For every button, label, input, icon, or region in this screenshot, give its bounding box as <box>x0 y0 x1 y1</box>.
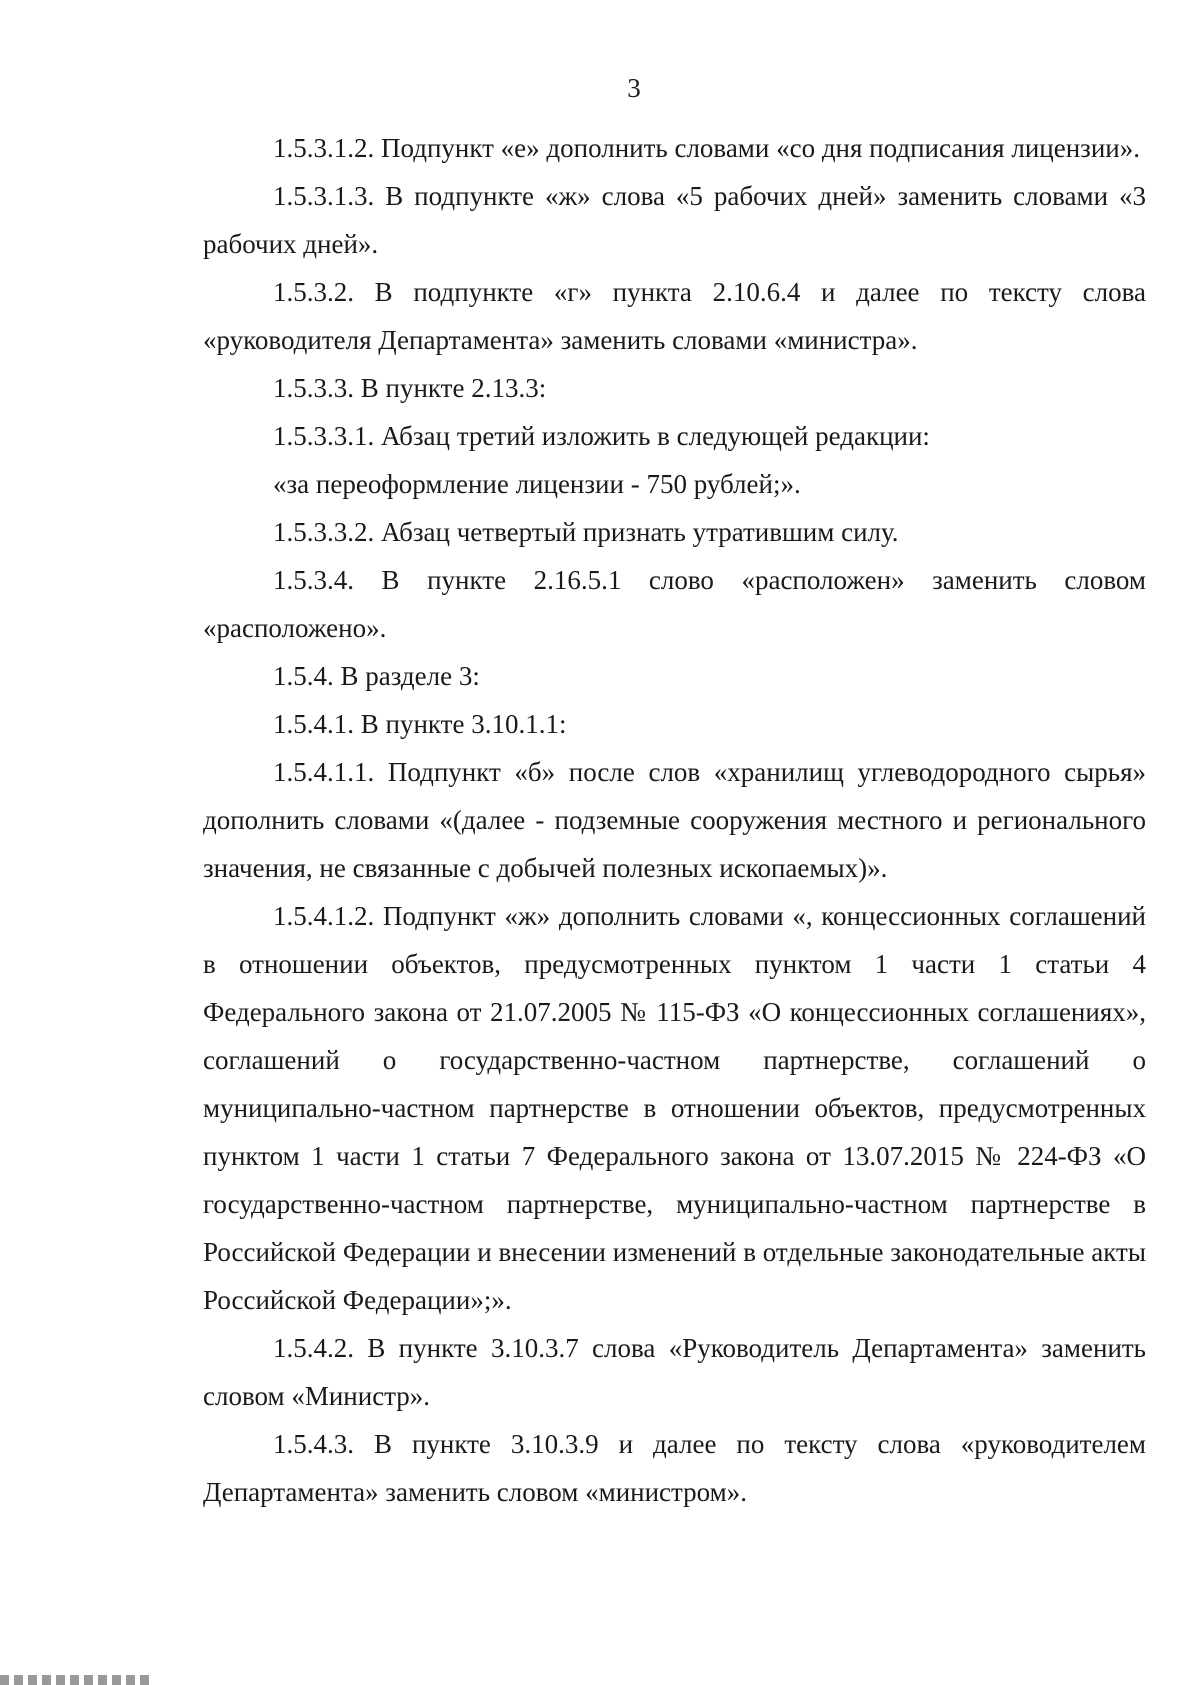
paragraph: 1.5.4.1.2. Подпункт «ж» дополнить словами «, концессионных соглашений в отношении объектов, предусмотренных пунктом 1 части 1 статьи 4 Федерального закона от 21.07.2005 № 115-ФЗ «О концессионных соглашениях», соглашений о государственно-частном партнерстве, соглашений о муниципально-частном партнерстве в отношении объектов, предусмотренных пунктом 1 части 1 статьи 7 Федерального закона от 13.07.2015 № 224-ФЗ «О государственно-частном партнерстве, муниципально-частном партнерстве в Российской Федерации и внесении изменений в отдельные законодательные акты Российской Федерации»;». <box>203 901 1146 1315</box>
paragraph: 1.5.4.2. В пункте 3.10.3.7 слова «Руководитель Департамента» заменить словом «Министр». <box>203 1333 1146 1411</box>
paragraph: 1.5.3.4. В пункте 2.16.5.1 слово «расположен» заменить словом «расположено». <box>203 565 1146 643</box>
paragraph: «за переоформление лицензии - 750 рублей;». <box>273 469 801 499</box>
paragraph: 1.5.3.3.1. Абзац третий изложить в следующей редакции: <box>273 421 930 451</box>
paragraph: 1.5.4.3. В пункте 3.10.3.9 и далее по тексту слова «руководителем Департамента» заменить словом «министром». <box>203 1429 1146 1507</box>
document-body <box>203 124 1146 1516</box>
paragraph: 1.5.4. В разделе 3: <box>273 661 480 691</box>
paragraph: 1.5.3.3.2. Абзац четвертый признать утратившим силу. <box>273 517 899 547</box>
page-number: 3 <box>627 73 641 103</box>
paragraph: 1.5.3.3. В пункте 2.13.3: <box>273 373 547 403</box>
paragraph: 1.5.4.1.1. Подпункт «б» после слов «хранилищ углеводородного сырья» дополнить словами «(далее - подземные сооружения местного и регионального значения, не связанные с добычей полезных ископаемых)». <box>203 757 1146 883</box>
scan-edge-mark <box>0 1675 150 1685</box>
paragraph: 1.5.3.1.2. Подпункт «е» дополнить словами «со дня подписания лицензии». <box>273 133 1140 163</box>
paragraph: 1.5.4.1. В пункте 3.10.1.1: <box>273 709 567 739</box>
paragraph: 1.5.3.1.3. В подпункте «ж» слова «5 рабочих дней» заменить словами «3 рабочих дней». <box>203 181 1146 259</box>
paragraph: 1.5.3.2. В подпункте «г» пункта 2.10.6.4 и далее по тексту слова «руководителя Департамента» заменить словами «министра». <box>203 277 1146 355</box>
